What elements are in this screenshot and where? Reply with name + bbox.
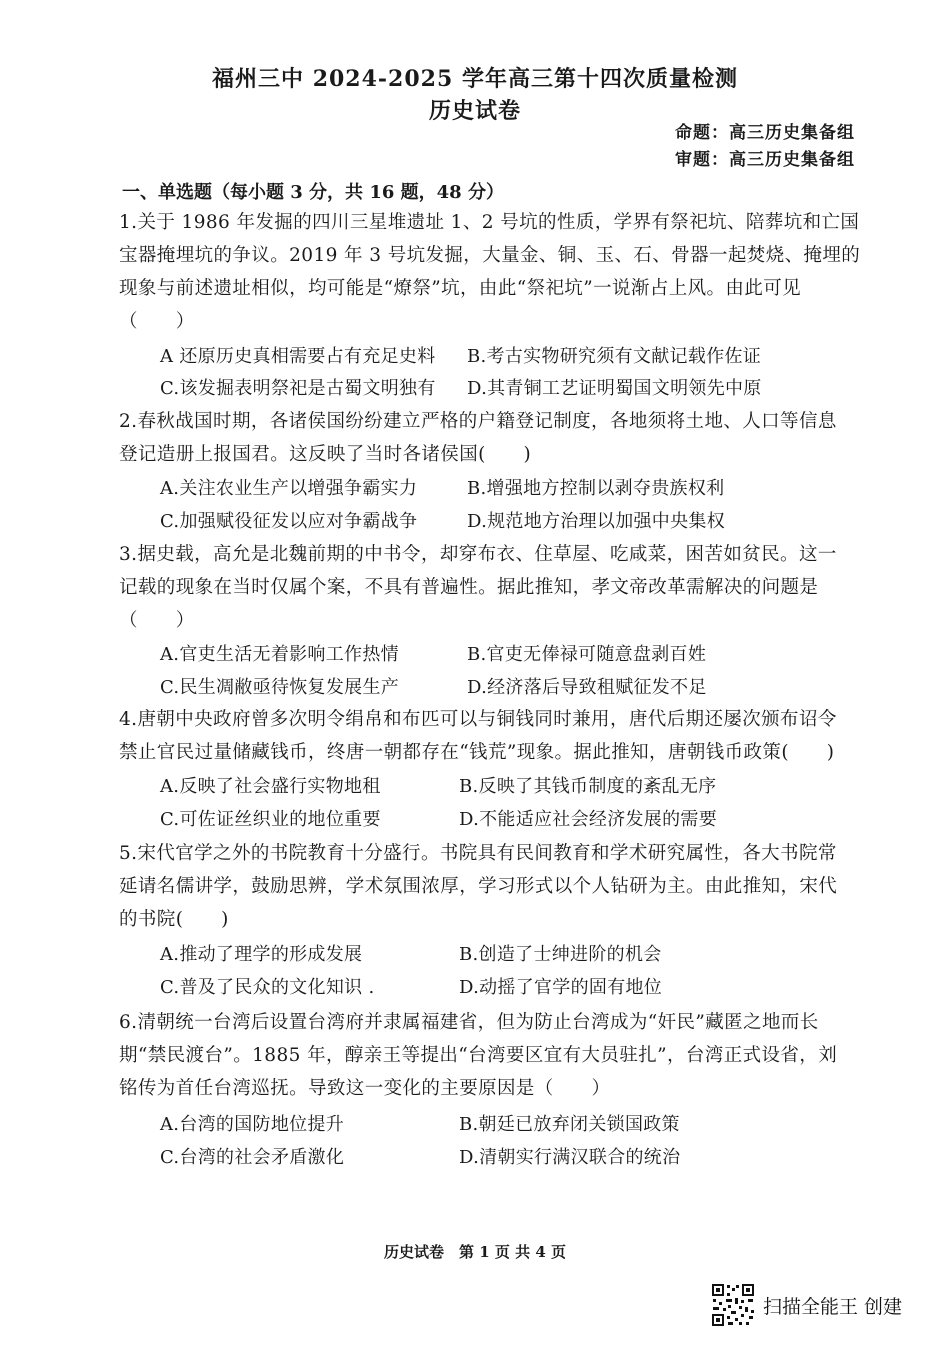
question-3-option-b: B.官吏无俸禄可随意盘剥百姓 — [467, 644, 707, 665]
question-3-line-2: 记载的现象在当时仅属个案，不具有普遍性。据此推知，孝文帝改革需解决的问题是 — [119, 577, 819, 598]
question-6-option-a: A.台湾的国防地位提升 — [160, 1114, 345, 1135]
exam-subtitle: 历史试卷 — [428, 98, 521, 124]
question-4-option-c: C.可佐证丝织业的地位重要 — [160, 809, 381, 830]
question-6-line-1: 6.清朝统一台湾后设置台湾府并隶属福建省，但为防止台湾成为“奸民”藏匿之地而长 — [119, 1012, 819, 1033]
question-3-option-c: C.民生凋敝亟待恢复发展生产 — [160, 677, 400, 698]
question-5-line-2: 延请名儒讲学，鼓励思辨，学术氛围浓厚，学习形式以个人钻研为主。由此推知，宋代 — [119, 876, 838, 897]
question-4-line-2: 禁止官民过量储藏钱币，终唐一朝都存在“钱荒”现象。据此推知，唐朝钱币政策( ) — [119, 742, 835, 763]
question-6-line-3: 铭传为首任台湾巡抚。导致这一变化的主要原因是（ ） — [119, 1078, 611, 1099]
question-5-line-1: 5.宋代官学之外的书院教育十分盛行。书院具有民间教育和学术研究属性，各大书院常 — [119, 843, 837, 864]
question-1-option-b: B.考古实物研究须有文献记载作佐证 — [467, 346, 762, 367]
question-4-option-a: A.反映了社会盛行实物地租 — [160, 776, 381, 797]
question-3-option-d: D.经济落后导致租赋征发不足 — [467, 677, 707, 698]
section-heading: 一、单选题（每小题 3 分，共 16 题，48 分） — [122, 182, 504, 203]
question-4-option-b: B.反映了其钱币制度的紊乱无序 — [459, 776, 717, 797]
question-1-line-2: 宝器掩埋坑的争议。2019 年 3 号坑发掘，大量金、铜、玉、石、骨器一起焚烧、掩埋的 — [119, 245, 861, 266]
question-5-option-c: C.普及了民众的文化知识 . — [160, 977, 375, 998]
scanner-watermark — [711, 1283, 902, 1327]
question-1-option-d: D.其青铜工艺证明蜀国文明领先中原 — [467, 378, 762, 399]
question-3-option-a: A.官吏生活无着影响工作热情 — [160, 644, 399, 665]
question-2-line-1: 2.春秋战国时期，各诸侯国纷纷建立严格的户籍登记制度，各地须将土地、人口等信息 — [119, 411, 837, 432]
question-2-option-d: D.规范地方治理以加强中央集权 — [467, 511, 726, 532]
question-5-option-a: A.推动了理学的形成发展 — [160, 944, 363, 965]
question-2-line-2: 登记造册上报国君。这反映了当时各诸侯国( ) — [119, 444, 532, 465]
question-2-option-b: B.增强地方控制以剥夺贵族权利 — [467, 478, 725, 499]
question-5-line-3: 的书院( ) — [119, 909, 229, 930]
scanner-label: 扫描全能王 创建 — [763, 1295, 903, 1318]
author-credit: 命题：高三历史集备组 — [675, 123, 855, 143]
question-6-option-d: D.清朝实行满汉联合的统治 — [459, 1147, 681, 1168]
question-3-line-3: （ ） — [119, 610, 195, 631]
question-6-line-2: 期“禁民渡台”。1885 年，醇亲王等提出“台湾要区宜有大员驻扎”，台湾正式设省，刘 — [119, 1045, 838, 1066]
exam-title: 福州三中 2024-2025 学年高三第十四次质量检测 — [212, 66, 738, 92]
qr-code-icon — [711, 1283, 755, 1327]
question-5-option-d: D.动摇了官学的固有地位 — [459, 977, 663, 998]
question-2-option-c: C.加强赋役征发以应对争霸战争 — [160, 511, 418, 532]
page-footer: 历史试卷 第 1 页 共 4 页 — [384, 1243, 566, 1261]
question-4-option-d: D.不能适应社会经济发展的需要 — [459, 809, 718, 830]
question-1-line-1: 1.关于 1986 年发掘的四川三星堆遗址 1、2 号坑的性质，学界有祭祀坑、陪葬坑和亡国 — [119, 212, 860, 233]
reviewer-credit: 审题：高三历史集备组 — [675, 150, 855, 170]
question-6-option-b: B.朝廷已放弃闭关锁国政策 — [459, 1114, 680, 1135]
question-3-line-1: 3.据史载，高允是北魏前期的中书令，却穿布衣、住草屋、吃咸菜，困苦如贫民。这一 — [119, 544, 837, 565]
question-5-option-b: B.创造了士绅进阶的机会 — [459, 944, 662, 965]
question-1-line-4: （ ） — [119, 311, 195, 332]
question-1-option-c: C.该发掘表明祭祀是古蜀文明独有 — [160, 378, 436, 399]
question-6-option-c: C.台湾的社会矛盾激化 — [160, 1147, 345, 1168]
question-4-line-1: 4.唐朝中央政府曾多次明令绢帛和布匹可以与铜钱同时兼用，唐代后期还屡次颁布诏令 — [119, 709, 837, 730]
question-1-option-a: A 还原历史真相需要占有充足史料 — [160, 346, 436, 367]
question-2-option-a: A.关注农业生产以增强争霸实力 — [160, 478, 418, 499]
question-1-line-3: 现象与前述遗址相似，均可能是“燎祭”坑，由此“祭祀坑”一说渐占上风。由此可见 — [119, 278, 802, 299]
